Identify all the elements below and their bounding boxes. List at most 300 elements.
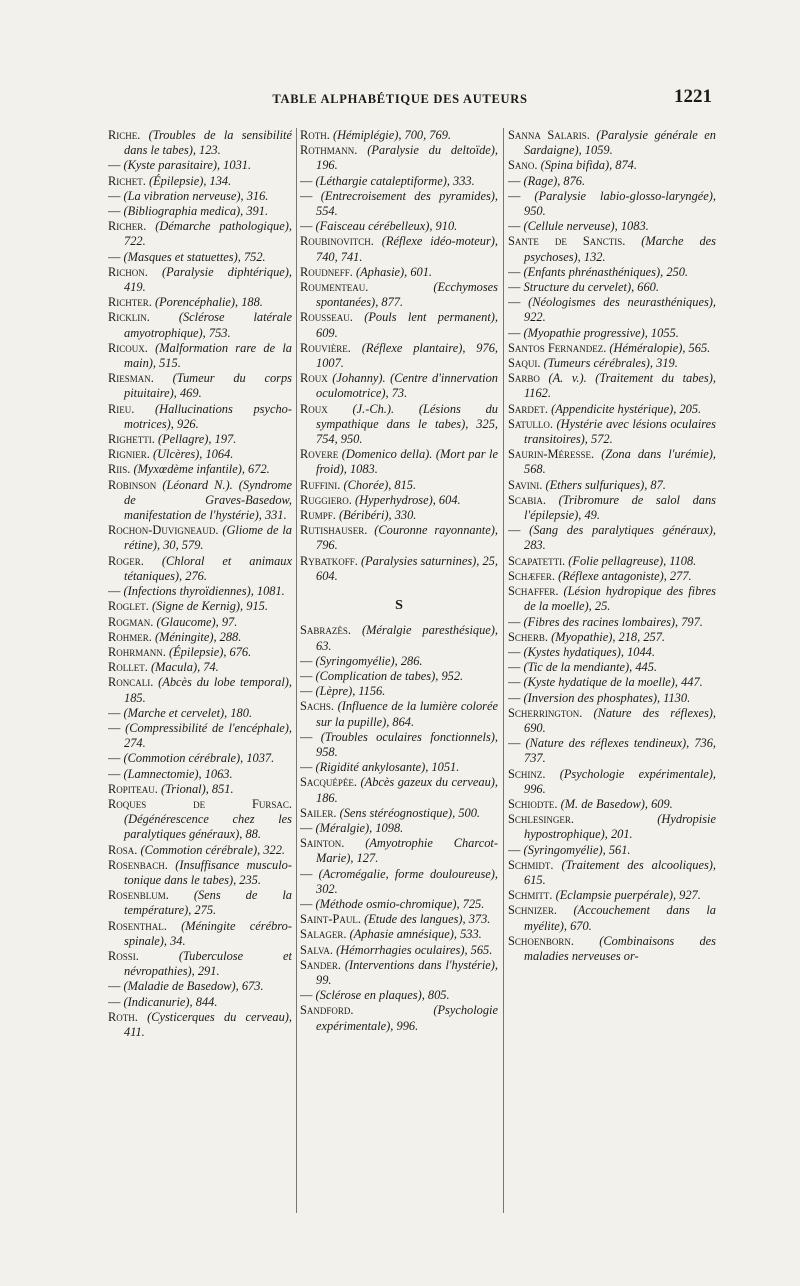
- index-entry: [300, 836, 498, 866]
- entry-reference: (Rage), 876.: [523, 173, 586, 188]
- index-entry: [508, 569, 716, 584]
- entry-reference: (Paralysie labio-glosso-laryngée), 950.: [524, 188, 716, 219]
- index-entry: [108, 432, 292, 447]
- author-name: Rybatkoff.: [300, 553, 358, 568]
- entry-reference: (Commotion cérébrale), 322.: [140, 842, 286, 857]
- entry-reference: (Sang des paralytiques généraux), 283.: [524, 523, 716, 553]
- author-name: Sander.: [300, 957, 341, 972]
- author-name: —: [300, 653, 313, 668]
- index-entry: [300, 371, 498, 401]
- index-entry: [300, 943, 498, 958]
- author-name: Robinson: [108, 477, 157, 492]
- entry-reference: (A. v.). (Traitement du tabes), 1162.: [524, 371, 716, 401]
- index-entry: [108, 204, 292, 219]
- entry-reference: (Paralysie diphtérique), 419.: [124, 264, 292, 295]
- author-name: —: [300, 729, 313, 744]
- author-name: Schinz.: [508, 766, 546, 781]
- entry-reference: (Syringomyélie), 561.: [523, 842, 631, 857]
- author-name: Sandford.: [300, 1003, 354, 1018]
- entry-reference: (Influence de la lumière colorée sur la pupille), 864.: [316, 699, 498, 729]
- entry-reference: (Entrecroisement des pyramides), 554.: [316, 188, 498, 219]
- author-name: Roques de Fursac.: [108, 796, 292, 811]
- entry-reference: (Myopathie), 218, 257.: [551, 629, 666, 644]
- index-entry: [300, 280, 498, 310]
- index-entry: [300, 623, 498, 653]
- author-name: —: [508, 280, 521, 295]
- author-name: —: [508, 660, 521, 675]
- entry-reference: (Tribromure de salol dans l'épilepsie), 49.: [524, 492, 716, 523]
- entry-reference: (Kystes hydatiques), 1044.: [523, 644, 655, 659]
- author-name: —: [108, 188, 121, 203]
- entry-reference: (Réflexe antagoniste), 277.: [558, 568, 692, 583]
- entry-reference: (Troubles de la sensibilité dans le tabes), 123.: [124, 128, 292, 158]
- entry-reference: (Trional), 851.: [160, 781, 234, 796]
- index-entry: [300, 128, 498, 143]
- entry-reference: (Abcès gazeux du cerveau), 186.: [316, 775, 498, 805]
- author-name: —: [108, 751, 121, 766]
- author-name: —: [300, 896, 313, 911]
- index-entry: [300, 927, 498, 942]
- index-entry: [108, 158, 292, 173]
- entry-reference: (Pellagre), 197.: [157, 432, 237, 447]
- author-name: Schiodte.: [508, 796, 558, 811]
- index-entry: [508, 158, 716, 173]
- author-name: Schnizer.: [508, 903, 557, 918]
- author-name: —: [300, 988, 313, 1003]
- index-entry: [508, 767, 716, 797]
- index-entry: [508, 812, 716, 842]
- author-name: Ruffini.: [300, 477, 341, 492]
- index-entry: [108, 675, 292, 705]
- author-name: Riche.: [108, 128, 141, 142]
- author-name: Schoenborn.: [508, 933, 574, 948]
- index-entry: [108, 706, 292, 721]
- author-name: —: [508, 219, 521, 234]
- author-name: Rieu.: [108, 401, 135, 416]
- index-entry: [300, 234, 498, 264]
- entry-reference: (Commotion cérébrale), 1037.: [123, 751, 275, 766]
- index-entry: [108, 341, 292, 371]
- author-name: Scherrington.: [508, 705, 583, 720]
- author-name: —: [300, 866, 313, 881]
- index-entry: [108, 615, 292, 630]
- index-entry: [108, 843, 292, 858]
- entry-reference: (Complication de tabes), 952.: [315, 668, 464, 683]
- entry-reference: (Bibliographia medica), 391.: [123, 204, 269, 219]
- index-entry: [508, 417, 716, 447]
- entry-reference: (Nature des réflexes), 690.: [524, 705, 716, 735]
- entry-reference: (Hyperhydrose), 604.: [354, 492, 461, 507]
- author-name: Rohmer.: [108, 629, 152, 644]
- index-entry: [108, 782, 292, 797]
- entry-reference: (Sclérose latérale amyotrophique), 753.: [124, 310, 292, 340]
- author-name: Rochon-Duvigneaud.: [108, 523, 219, 538]
- index-entry: [108, 478, 292, 524]
- entry-reference: (La vibration nerveuse), 316.: [123, 188, 269, 203]
- author-name: Rossi.: [108, 948, 139, 963]
- index-entry: [108, 295, 292, 310]
- author-name: Schlesinger.: [508, 812, 574, 827]
- index-entry: [508, 615, 716, 630]
- author-name: Saurin-Méresse.: [508, 447, 595, 462]
- index-entry: [508, 554, 716, 569]
- running-title: TABLE ALPHABÉTIQUE DES AUTEURS: [272, 92, 528, 106]
- index-entry: [108, 797, 292, 843]
- entry-reference: (Appendicite hystérique), 205.: [551, 401, 702, 416]
- index-entry: [508, 128, 716, 158]
- author-name: Rosenblum.: [108, 888, 169, 903]
- author-name: Ruggiero.: [300, 492, 352, 507]
- author-name: —: [508, 264, 521, 279]
- author-name: Roglet.: [108, 599, 149, 614]
- entry-reference: (Psychologie expérimentale), 996.: [524, 766, 716, 796]
- author-name: Saqui.: [508, 356, 541, 371]
- index-entry: [508, 706, 716, 736]
- author-name: Rosa.: [108, 842, 138, 857]
- author-name: Righetti.: [108, 432, 155, 447]
- author-name: Riis.: [108, 462, 131, 477]
- entry-reference: (Nature des réflexes tendineux), 736, 737.: [524, 736, 716, 766]
- author-name: Salager.: [300, 927, 347, 942]
- author-name: Ropiteau.: [108, 781, 158, 796]
- author-name: —: [300, 219, 313, 234]
- index-column-1: [108, 128, 292, 1213]
- index-entry: [300, 219, 498, 234]
- author-name: Sailer.: [300, 805, 337, 820]
- entry-reference: (Paralysie générale en Sardaigne), 1059.: [524, 128, 716, 158]
- entry-reference: (Enfants phrénasthéniques), 250.: [523, 264, 689, 279]
- index-entry: [108, 858, 292, 888]
- author-name: —: [108, 158, 121, 173]
- entry-reference: (Démarche pathologique), 722.: [124, 219, 292, 249]
- entry-reference: (Pouls lent permanent), 609.: [316, 310, 498, 340]
- author-name: —: [508, 325, 521, 340]
- index-entry: [508, 189, 716, 219]
- entry-reference: (Infections thyroïdiennes), 1081.: [123, 584, 285, 599]
- entry-reference: (Hallucinations psycho-motrices), 926.: [124, 401, 292, 431]
- entry-reference: (Hydropisie hypostrophique), 201.: [524, 812, 716, 842]
- author-name: —: [108, 584, 121, 599]
- index-entry: [108, 888, 292, 918]
- author-name: —: [108, 705, 121, 720]
- entry-reference: (Dégénérescence chez les paralytiques généraux), 88.: [124, 812, 292, 842]
- index-entry: [108, 265, 292, 295]
- entry-reference: (Réflexe idéo-moteur), 740, 741.: [316, 234, 498, 264]
- index-entry: [108, 599, 292, 614]
- index-entry: [108, 189, 292, 204]
- index-entry: [508, 691, 716, 706]
- entry-reference: (Réflexe plantaire), 976, 1007.: [316, 340, 498, 371]
- index-entry: [300, 508, 498, 523]
- index-entry: [108, 645, 292, 660]
- index-entry: [108, 949, 292, 979]
- author-name: Schmitt.: [508, 888, 553, 903]
- author-name: Rousseau.: [300, 310, 353, 325]
- entry-reference: (Couronne rayonnante), 796.: [316, 523, 498, 553]
- entry-reference: (Spina bifida), 874.: [540, 158, 637, 173]
- index-entry: [108, 721, 292, 751]
- author-name: —: [508, 173, 521, 188]
- entry-reference: (Myopathie progressive), 1055.: [523, 325, 679, 340]
- index-entry: [108, 630, 292, 645]
- author-name: Sabrazès.: [300, 623, 351, 638]
- index-entry: [508, 219, 716, 234]
- author-name: Scherb.: [508, 629, 548, 644]
- index-entry: [108, 371, 292, 401]
- entry-reference: (Béribéri), 330.: [338, 508, 417, 523]
- author-name: —: [300, 188, 313, 203]
- author-name: —: [508, 736, 521, 751]
- author-name: Roth.: [300, 128, 330, 142]
- entry-reference: (Léonard N.). (Syndrome de Graves-Basedow, manifestation de l'hystérie), 331.: [124, 477, 292, 523]
- index-entry: [300, 806, 498, 821]
- entry-reference: (Myxœdème infantile), 672.: [133, 462, 270, 477]
- author-name: Rignier.: [108, 447, 150, 462]
- index-entry: [508, 447, 716, 477]
- entry-reference: (Compressibilité de l'encéphale), 274.: [124, 720, 292, 751]
- index-entry: [108, 310, 292, 340]
- entry-reference: (Hémiplégie), 700, 769.: [332, 128, 451, 142]
- index-entry: [508, 888, 716, 903]
- index-entry: [508, 523, 716, 553]
- author-name: Scapatetti.: [508, 553, 566, 568]
- entry-reference: (Cysticerques du cerveau), 411.: [124, 1009, 292, 1039]
- author-name: Rumpf.: [300, 508, 336, 523]
- entry-reference: (Inversion des phosphates), 1130.: [523, 690, 691, 705]
- index-entry: [108, 402, 292, 432]
- entry-reference: (Accouchement dans la myélite), 670.: [524, 903, 716, 933]
- author-name: —: [300, 668, 313, 683]
- author-name: Sachs.: [300, 699, 334, 714]
- index-entry: [108, 919, 292, 949]
- author-name: Rosenbach.: [108, 857, 168, 872]
- index-entry: [508, 675, 716, 690]
- author-name: Sano.: [508, 158, 538, 173]
- entry-reference: (Abcès du lobe temporal), 185.: [124, 675, 292, 705]
- index-entry: [300, 402, 498, 448]
- author-name: Sacquépée.: [300, 775, 357, 790]
- author-name: Roth.: [108, 1009, 138, 1024]
- index-entry: [300, 1003, 498, 1033]
- entry-reference: (Amyotrophie Charcot-Marie), 127.: [316, 836, 498, 866]
- index-entry: [108, 751, 292, 766]
- index-entry: [300, 189, 498, 219]
- entry-reference: (Troubles oculaires fonctionnels), 958.: [316, 729, 498, 759]
- entry-reference: (Héméralopie), 565.: [609, 340, 711, 355]
- author-name: Rouvière.: [300, 340, 351, 355]
- entry-reference: (Épilepsie), 676.: [168, 644, 252, 659]
- index-entry: [108, 554, 292, 584]
- entry-reference: (Sclérose en plaques), 805.: [315, 988, 450, 1003]
- author-name: Roncali.: [108, 675, 154, 690]
- entry-reference: (Sens de la température), 275.: [124, 888, 292, 918]
- entry-reference: (Maladie de Basedow), 673.: [123, 979, 264, 994]
- index-entry: [508, 736, 716, 766]
- index-entry: [300, 699, 498, 729]
- index-entry: [300, 493, 498, 508]
- author-name: Richer.: [108, 219, 147, 234]
- index-entry: [508, 584, 716, 614]
- entry-reference: (Marche des psychoses), 132.: [524, 234, 716, 264]
- author-name: Rogman.: [108, 614, 154, 629]
- entry-reference: (Tic de la mendiante), 445.: [523, 660, 658, 675]
- author-name: Roumenteau.: [300, 280, 369, 295]
- entry-reference: (Cellule nerveuse), 1083.: [523, 219, 649, 234]
- author-name: —: [108, 720, 121, 735]
- entry-reference: (Paralysies saturnines), 25, 604.: [316, 553, 498, 583]
- entry-reference: (Tuberculose et névropathies), 291.: [124, 948, 292, 979]
- index-entry: [300, 730, 498, 760]
- entry-reference: (Acromégalie, forme douloureuse), 302.: [316, 866, 498, 896]
- index-entry: [300, 867, 498, 897]
- author-name: —: [508, 690, 521, 705]
- entry-reference: (Kyste parasitaire), 1031.: [123, 158, 252, 173]
- entry-reference: (Léthargie cataleptiforme), 333.: [315, 173, 475, 188]
- author-name: Roubinovitch.: [300, 234, 374, 249]
- entry-reference: (Traitement des alcooliques), 615.: [524, 857, 716, 887]
- entry-reference: (Interventions dans l'hystérie), 99.: [316, 957, 498, 987]
- index-entry: [508, 341, 716, 356]
- entry-reference: (Lésion hydropique des fibres de la moelle), 25.: [524, 584, 716, 614]
- index-entry: [508, 645, 716, 660]
- index-entry: [300, 897, 498, 912]
- entry-reference: (Lamnectomie), 1063.: [123, 766, 233, 781]
- author-name: Salva.: [300, 942, 333, 957]
- column-divider: [503, 128, 504, 1213]
- author-name: —: [300, 173, 313, 188]
- entry-reference: (Méningite cérébro-spinale), 34.: [124, 918, 292, 948]
- index-entry: [300, 958, 498, 988]
- author-name: Roux: [300, 401, 328, 416]
- entry-reference: (Paralysie du deltoïde), 196.: [316, 143, 498, 173]
- index-column-2: [300, 128, 498, 1213]
- author-name: —: [508, 675, 521, 690]
- entry-reference: (Lèpre), 1156.: [315, 684, 386, 699]
- author-name: —: [108, 766, 121, 781]
- author-name: Riesman.: [108, 371, 154, 386]
- author-name: Richter.: [108, 295, 152, 310]
- author-name: Rosenthal.: [108, 918, 167, 933]
- section-letter: S: [395, 598, 403, 614]
- index-entry: [300, 775, 498, 805]
- author-name: Savini.: [508, 477, 543, 492]
- author-name: Roux: [300, 371, 328, 386]
- author-name: Rollet.: [108, 660, 148, 675]
- index-entry: [508, 265, 716, 280]
- author-name: —: [300, 760, 313, 775]
- entry-reference: (Faisceau cérébelleux), 910.: [315, 219, 458, 234]
- author-name: Satullo.: [508, 416, 553, 431]
- index-entry: [108, 174, 292, 189]
- author-name: Ricklin.: [108, 310, 150, 325]
- index-entry: [300, 760, 498, 775]
- author-name: —: [508, 644, 521, 659]
- author-name: Sanna Salaris.: [508, 128, 590, 142]
- author-name: —: [508, 614, 521, 629]
- entry-reference: (Hémorrhagies oculaires), 565.: [336, 942, 493, 957]
- author-name: Rothmann.: [300, 143, 358, 158]
- index-entry: [508, 903, 716, 933]
- index-column-3: [508, 128, 716, 1213]
- index-entry: [508, 371, 716, 401]
- entry-reference: (Kyste hydatique de la moelle), 447.: [523, 675, 703, 690]
- entry-reference: (Zona dans l'urémie), 568.: [524, 447, 716, 477]
- index-entry: [108, 250, 292, 265]
- author-name: Ricoux.: [108, 340, 148, 355]
- entry-reference: (J.-Ch.). (Lésions du sympathique dans le tabes), 325, 754, 950.: [316, 401, 498, 447]
- author-name: —: [108, 249, 121, 264]
- author-name: —: [300, 820, 313, 835]
- index-entry: [508, 326, 716, 341]
- page-number: 1221: [674, 86, 712, 107]
- entry-reference: (Épilepsie), 134.: [148, 173, 232, 188]
- index-entry: [508, 858, 716, 888]
- author-name: Rutishauser.: [300, 523, 368, 538]
- entry-reference: (Indicanurie), 844.: [123, 994, 218, 1009]
- index-entry: [108, 767, 292, 782]
- index-entry: [508, 356, 716, 371]
- entry-reference: (Folie pellagreuse), 1108.: [568, 553, 697, 568]
- author-name: Sarbo: [508, 371, 540, 386]
- entry-reference: (Chorée), 815.: [343, 477, 417, 492]
- index-entry: [108, 979, 292, 994]
- author-name: —: [508, 523, 521, 538]
- entry-reference: (Méralgie paresthésique), 63.: [316, 623, 498, 653]
- entry-reference: (Méthode osmio-chromique), 725.: [315, 896, 485, 911]
- author-name: Rohrmann.: [108, 644, 166, 659]
- entry-reference: (Macula), 74.: [150, 660, 219, 675]
- entry-reference: (Sens stéréognostique), 500.: [339, 805, 480, 820]
- author-name: Sainton.: [300, 836, 345, 851]
- index-entry: [508, 797, 716, 812]
- author-name: Richon.: [108, 264, 148, 279]
- author-name: Roger.: [108, 553, 144, 568]
- entry-reference: (Marche et cervelet), 180.: [123, 705, 253, 720]
- index-entry: [508, 493, 716, 523]
- index-entry: [108, 660, 292, 675]
- index-entry: [108, 462, 292, 477]
- index-entry: [508, 630, 716, 645]
- author-name: —: [508, 842, 521, 857]
- index-entry: [300, 174, 498, 189]
- author-name: Roudneff.: [300, 264, 353, 279]
- entry-reference: (Aphasie), 601.: [355, 264, 433, 279]
- index-entry: [508, 174, 716, 189]
- entry-reference: (M. de Basedow), 609.: [560, 796, 673, 811]
- index-entry: [508, 402, 716, 417]
- index-entry: [108, 447, 292, 462]
- index-entry: [108, 584, 292, 599]
- entry-reference: (Malformation rare de la main), 515.: [124, 340, 292, 371]
- entry-reference: (Johanny). (Centre d'innervation oculomotrice), 73.: [316, 371, 498, 401]
- entry-reference: (Psychologie expérimentale), 996.: [316, 1003, 498, 1033]
- index-entry: [300, 523, 498, 553]
- entry-reference: (Hystérie avec lésions oculaires transitoires), 572.: [524, 416, 716, 447]
- author-name: Schmidt.: [508, 857, 554, 872]
- author-name: Sante de Sanctis.: [508, 234, 626, 249]
- entry-reference: (Eclampsie puerpérale), 927.: [555, 888, 701, 903]
- index-entry: [300, 988, 498, 1003]
- entry-reference: (Néologismes des neurasthéniques), 922.: [524, 295, 716, 325]
- index-entry: [300, 821, 498, 836]
- author-name: —: [508, 188, 521, 203]
- entry-reference: (Insuffisance musculo-tonique dans le tabes), 235.: [124, 857, 292, 887]
- index-entry: [508, 280, 716, 295]
- index-entry: [508, 478, 716, 493]
- entry-reference: (Signe de Kernig), 915.: [151, 599, 268, 614]
- entry-reference: (Méralgie), 1098.: [315, 820, 404, 835]
- author-name: —: [300, 684, 313, 699]
